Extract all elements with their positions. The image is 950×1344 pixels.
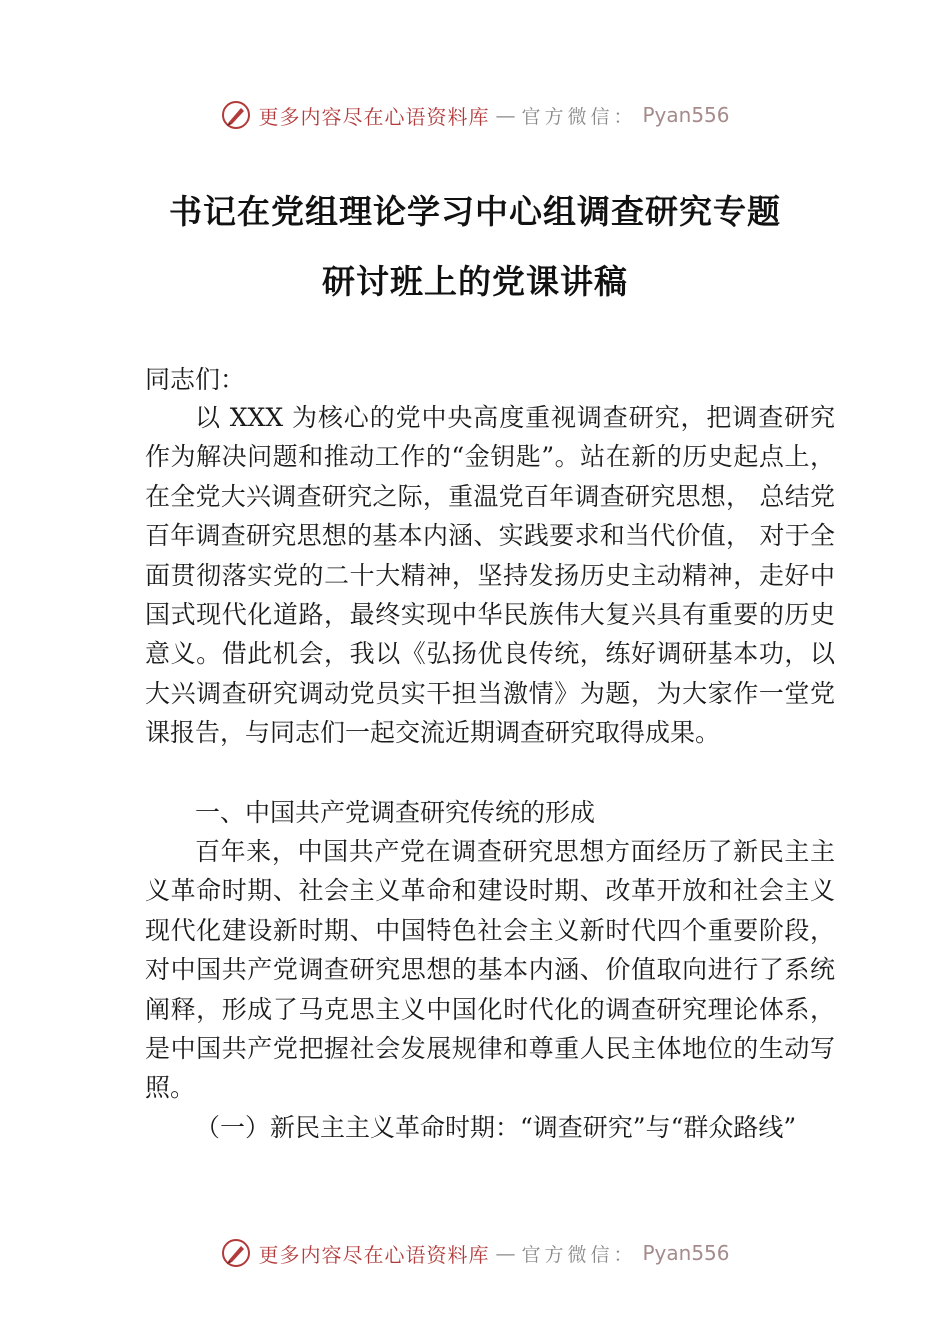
section-heading-1 <box>145 793 835 832</box>
document-title-line-2: 研讨班上的党课讲稿 <box>322 262 628 301</box>
pen-logo-icon <box>220 99 252 131</box>
paragraph-history <box>145 832 835 1108</box>
paragraph-intro-text: 以 XXX 为核心的党中央高度重视调查研究，把调查研究作为解决问题和推动工作的“金钥匙”。站在新的历史起点上，在全党大兴调查研究之际，重温党百年调查研究思想， 总结党百年调查研究思想的基本内涵、实践要求和当代价值， 对于全面贯彻落实党的二十大精神，坚持发扬历史主动精神，走好中国式现代化道路，最终实现中华民族伟大复兴具有重要的历史意义。借此机会，我以《弘扬优良传统，练好调研基本功，以大兴调查研究调动党员实干担当激情》为题，为大家作一堂党课报告，与同志们一起交流近期调查研究取得成果。 <box>145 403 835 748</box>
paragraph-intro <box>145 398 835 753</box>
section-heading-1-text: 一、中国共产党调查研究传统的形成 <box>195 798 596 827</box>
subsection-heading-1-text: （一）新民主主义革命时期：“调查研究”与“群众路线” <box>195 1113 797 1142</box>
watermark-wechat-id: Pyan556 <box>642 1241 730 1265</box>
watermark-official-label: 官方微信： <box>521 105 637 128</box>
greeting: 同志们： <box>145 365 246 394</box>
watermark-official-label: 官方微信： <box>521 1243 637 1266</box>
watermark-separator: — <box>495 103 516 127</box>
pen-logo-icon <box>220 1237 252 1269</box>
watermark-separator: — <box>495 1241 516 1265</box>
subsection-heading-1 <box>145 1108 835 1147</box>
watermark-header <box>0 95 950 135</box>
watermark-brand: 更多内容尽在心语资料库 <box>258 104 490 129</box>
document-title-line-1: 书记在党组理论学习中心组调查研究专题 <box>169 192 781 231</box>
watermark-brand: 更多内容尽在心语资料库 <box>258 1242 490 1267</box>
watermark-footer <box>0 1233 950 1273</box>
paragraph-history-text: 百年来，中国共产党在调查研究思想方面经历了新民主主义革命时期、社会主义革命和建设时期、改革开放和社会主义现代化建设新时期、中国特色社会主义新时代四个重要阶段，对中国共产党调查研究思想的基本内涵、价值取向进行了系统阐释，形成了马克思主义中国化时代化的调查研究理论体系，是中国共产党把握社会发展规律和尊重人民主体地位的生动写照。 <box>145 837 835 1103</box>
watermark-wechat-id: Pyan556 <box>642 103 730 127</box>
